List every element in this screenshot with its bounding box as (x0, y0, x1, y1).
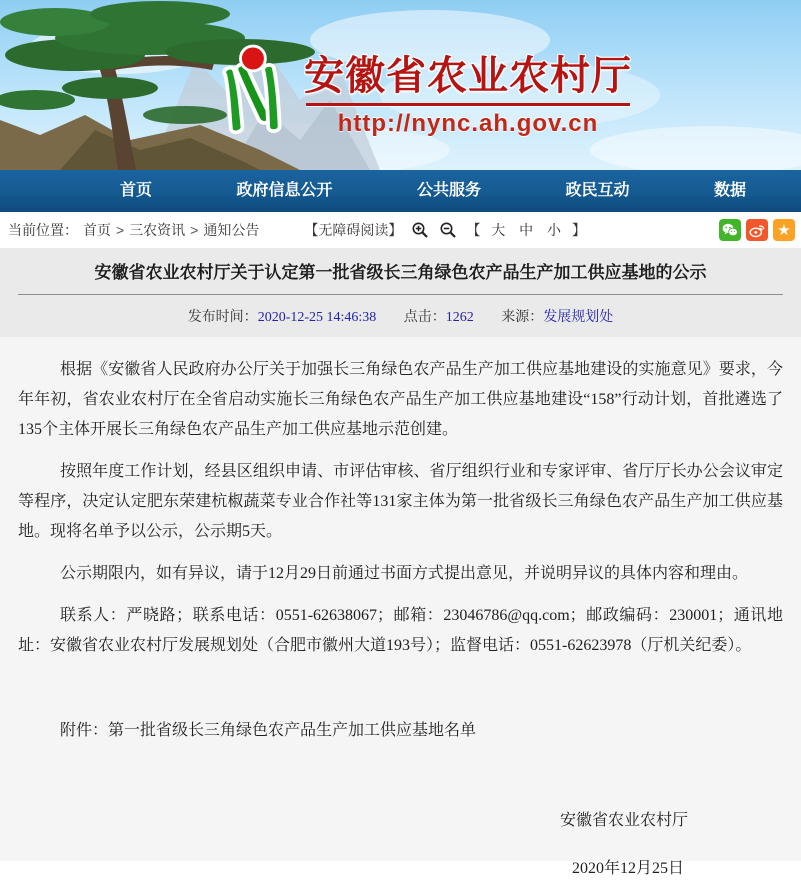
font-size-small[interactable]: 小 (547, 222, 564, 238)
site-title: 安徽省农业农村厅 (304, 54, 632, 98)
publish-time-label: 发布时间： (187, 310, 258, 325)
site-url: http://nync.ah.gov.cn (337, 110, 599, 137)
font-size-switcher (466, 220, 588, 240)
hits-value: 1262 (445, 310, 474, 325)
font-size-bracket-open: 【 (466, 222, 483, 238)
nav-item-home[interactable]: 首页 (120, 182, 153, 199)
site-header (0, 0, 801, 170)
nav-item-gov-info[interactable]: 政府信息公开 (236, 182, 333, 199)
brand-underline (306, 103, 630, 106)
breadcrumb (8, 220, 259, 240)
nav-item-interaction[interactable]: 政民互动 (565, 182, 630, 199)
article-meta (0, 295, 801, 326)
nav-item-public-service[interactable]: 公共服务 (416, 182, 481, 199)
article-body (0, 337, 801, 877)
page-tools (304, 219, 795, 241)
site-brand (208, 42, 632, 138)
article-paragraph: 根据《安徽省人民政府办公厅关于加强长三角绿色农产品生产加工供应基地建设的实施意见》要求，今年年初，省农业农村厅在全省启动实施长三角绿色农产品生产加工供应基地建设“158”行动计划，首批遴选了135个主体开展长三角绿色农产品生产加工供应基地示范创建。 (18, 361, 783, 438)
breadcrumb-prefix: 当前位置： (8, 222, 78, 238)
hits-label: 点击： (403, 310, 446, 325)
accessibility-reading-link[interactable]: 【无障碍阅读】 (304, 222, 403, 238)
article-title: 安徽省农业农村厅关于认定第一批省级长三角绿色农产品生产加工供应基地的公示 (94, 263, 707, 282)
signature-date: 2020年12月25日 (571, 860, 684, 877)
attachment-link[interactable]: 附件：第一批省级长三角绿色农产品生产加工供应基地名单 (60, 722, 477, 739)
breadcrumb-separator: > (116, 222, 125, 238)
nav-item-data[interactable]: 数据 (713, 182, 746, 199)
article-header (0, 248, 801, 337)
breadcrumb-separator: > (190, 222, 199, 238)
zoom-out-icon[interactable] (438, 220, 458, 240)
article-paragraph: 公示期限内，如有异议，请于12月29日前通过书面方式提出意见，并说明异议的具体内容和理由。 (60, 565, 749, 582)
signature-block (18, 806, 783, 884)
favorite-star-icon[interactable]: ★ (773, 219, 795, 241)
weibo-share-icon[interactable] (746, 219, 768, 241)
zoom-in-icon[interactable] (410, 220, 430, 240)
font-size-medium[interactable]: 中 (519, 222, 536, 238)
font-size-bracket-close: 】 (571, 222, 588, 238)
breadcrumb-sannong-news-link[interactable]: 三农资讯 (129, 222, 186, 238)
agriculture-n-logo-icon (208, 42, 294, 138)
breadcrumb-home-link[interactable]: 首页 (83, 222, 111, 238)
breadcrumb-notices-link[interactable]: 通知公告 (203, 222, 260, 238)
source-link[interactable]: 发展规划处 (543, 310, 614, 325)
font-size-large[interactable]: 大 (491, 222, 508, 238)
publish-time-value: 2020-12-25 14:46:38 (257, 310, 377, 325)
main-nav (0, 170, 801, 212)
article-paragraph: 联系人：严晓路；联系电话：0551-62638067；邮箱：23046786@qq.com；邮政编码：230001；通讯地址：安徽省农业农村厅发展规划处（合肥市徽州大道193号）；监督电话：0551-62623978（厅机关纪委）。 (18, 607, 783, 654)
signature-organization: 安徽省农业农村厅 (559, 812, 688, 829)
wechat-share-icon[interactable] (719, 219, 741, 241)
breadcrumb-toolbar-row (0, 212, 801, 248)
source-label: 来源： (501, 310, 544, 325)
article-paragraph: 按照年度工作计划，经县区组织申请、市评估审核、省厅组织行业和专家评审、省厅厅长办公会议审定等程序，决定认定肥东荣建杭椒蔬菜专业合作社等131家主体为第一批省级长三角绿色农产品生产加工供应基地。现将名单予以公示，公示期5天。 (18, 463, 783, 540)
share-buttons (719, 219, 795, 241)
